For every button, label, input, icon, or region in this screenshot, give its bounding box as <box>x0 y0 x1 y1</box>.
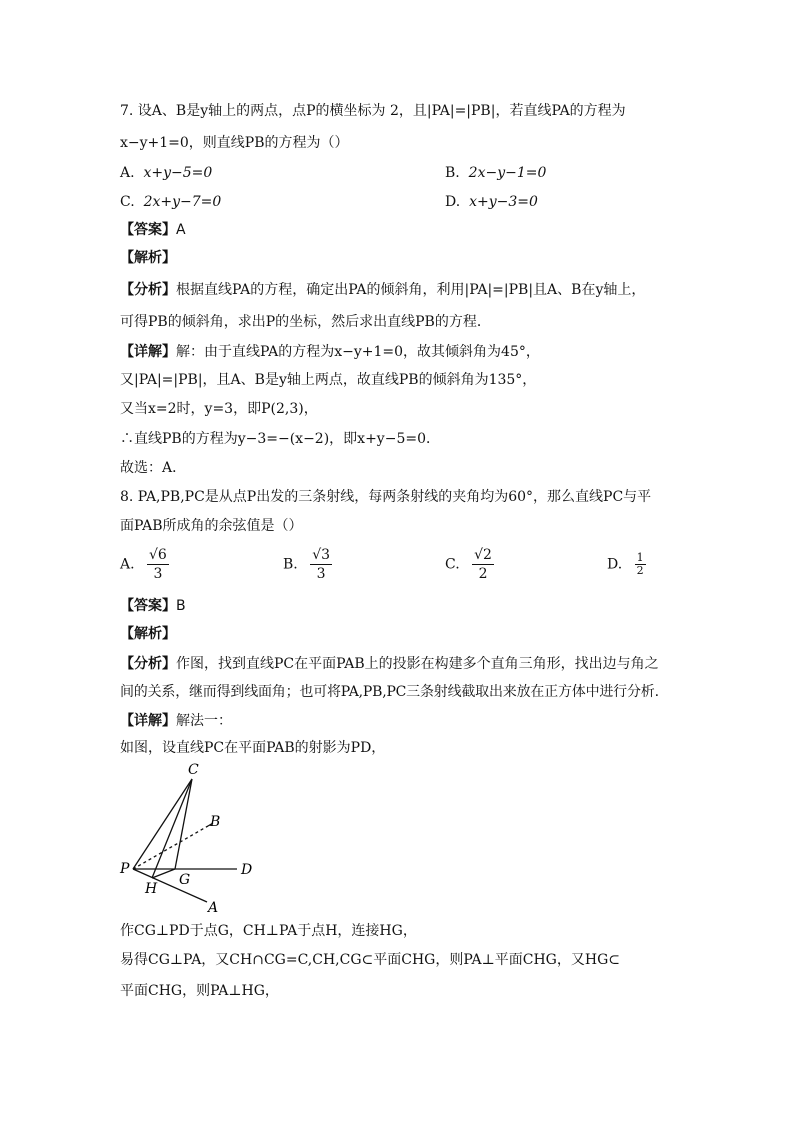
label-g: G <box>179 872 191 888</box>
fraction-denominator: 2 <box>636 564 644 577</box>
fraction <box>635 552 646 577</box>
fraction-denominator: 3 <box>316 566 326 582</box>
answer-tag: 【答案】 <box>120 222 176 238</box>
q8-option-d <box>607 552 646 577</box>
fraction-numerator: √2 <box>474 547 492 563</box>
q8-option-a <box>120 546 169 583</box>
fraction-denominator: 2 <box>478 566 488 582</box>
q8-xiangjie-line2: 如图，设直线PC在平面PAB的射影为PD， <box>120 740 386 756</box>
option-label: A. <box>120 165 135 181</box>
label-a: A <box>208 900 219 916</box>
q7-xiangjie-line1 <box>120 343 540 361</box>
q7-xiangjie-line4: ∴直线PB的方程为y−3=−(x−2)，即x+y−5=0． <box>120 431 440 447</box>
option-text: 2x+y−7=0 <box>143 194 222 210</box>
answer-value: A <box>176 222 186 238</box>
q8-xiangjie-line1 <box>120 712 232 730</box>
option-label: D. <box>607 556 623 573</box>
analysis-tag: 【解析】 <box>120 250 176 266</box>
fenxi-tag: 【分析】 <box>120 282 176 298</box>
option-label: B. <box>445 165 460 181</box>
q7-option-d <box>445 193 538 211</box>
fraction <box>310 546 332 583</box>
fraction-denominator: 3 <box>153 566 163 582</box>
option-text: x+y−5=0 <box>143 165 213 181</box>
q8-option-b <box>283 546 332 583</box>
q8-after-line1: 作CG⊥PD于点G，CH⊥PA于点H，连接HG， <box>120 923 417 939</box>
q8-after-line3: 平面CHG，则PA⊥HG， <box>120 983 279 999</box>
answer-value: B <box>176 598 186 614</box>
q8-stem-line2: 面PAB所成角的余弦值是（） <box>120 518 303 534</box>
q8-answer-row <box>120 597 186 615</box>
label-d: D <box>241 862 253 878</box>
xiangjie-text: 解：由于直线PA的方程为x−y+1=0，故其倾斜角为45°， <box>176 344 540 360</box>
fraction-numerator: √3 <box>312 547 331 563</box>
label-h: H <box>145 881 158 897</box>
q7-xiangjie-line2: 又|PA|=|PB|，且A、B是y轴上两点，故直线PB的倾斜角为135°， <box>120 372 537 388</box>
fraction <box>147 546 169 583</box>
label-c: C <box>188 762 199 778</box>
xiangjie-tag: 【详解】 <box>120 713 176 729</box>
fenxi-text: 作图，找到直线PC在平面PAB上的投影在构建多个直角三角形，找出边与角之 <box>176 656 659 672</box>
geometry-figure <box>115 760 275 916</box>
q8-option-c <box>445 546 494 583</box>
q7-xiangjie-line3: 又当x=2时，y=3，即P(2,3)， <box>120 401 318 417</box>
option-label: C. <box>120 194 135 210</box>
xiangjie-tag: 【详解】 <box>120 344 176 360</box>
fraction-numerator: √6 <box>149 547 167 563</box>
fraction-numerator: 1 <box>636 551 644 564</box>
q8-after-line2: 易得CG⊥PA，又CH∩CG=C,CH,CG⊂平面CHG，则PA⊥平面CHG，又HG⊂ <box>120 952 620 968</box>
q8-fenxi-line1 <box>120 655 659 673</box>
label-b: B <box>210 814 221 830</box>
fraction <box>472 546 494 583</box>
option-label: B. <box>283 556 298 573</box>
analysis-tag: 【解析】 <box>120 626 176 642</box>
q7-analysis-row <box>120 249 176 267</box>
label-p: P <box>120 861 130 877</box>
q7-stem-line1: 7. 设A、B是y轴上的两点，点P的横坐标为 2，且|PA|=|PB|，若直线PA的方程为 <box>120 103 626 119</box>
answer-tag: 【答案】 <box>120 598 176 614</box>
option-label: C. <box>445 556 460 573</box>
q7-fenxi-line2: 可得PB的倾斜角，求出P的坐标，然后求出直线PB的方程． <box>120 314 491 330</box>
option-text: x+y−3=0 <box>469 194 538 210</box>
q7-fenxi-line1 <box>120 281 645 299</box>
q7-xiangjie-line5: 故选：A． <box>120 460 187 476</box>
q7-stem-line2: x−y+1=0，则直线PB的方程为（） <box>120 135 349 151</box>
q7-option-b <box>445 164 546 182</box>
q7-answer-row <box>120 221 186 239</box>
q8-fenxi-line2: 间的关系，继而得到线面角；也可将PA,PB,PC三条射线截取出来放在正方体中进行分析. <box>120 684 659 700</box>
xiangjie-text: 解法一： <box>176 713 232 729</box>
option-text: 2x−y−1=0 <box>468 165 547 181</box>
q8-stem-line1: 8. PA,PB,PC是从点P出发的三条射线，每两条射线的夹角均为60°，那么直线PC与平 <box>120 489 652 505</box>
fenxi-text: 根据直线PA的方程，确定出PA的倾斜角，利用|PA|=|PB|且A、B在y轴上， <box>176 282 646 298</box>
fenxi-tag: 【分析】 <box>120 656 176 672</box>
q7-option-a <box>120 164 212 182</box>
option-label: D. <box>445 194 461 210</box>
q7-option-c <box>120 193 221 211</box>
q8-analysis-row <box>120 625 176 643</box>
segment-ch <box>152 779 192 878</box>
option-label: A. <box>120 556 135 573</box>
